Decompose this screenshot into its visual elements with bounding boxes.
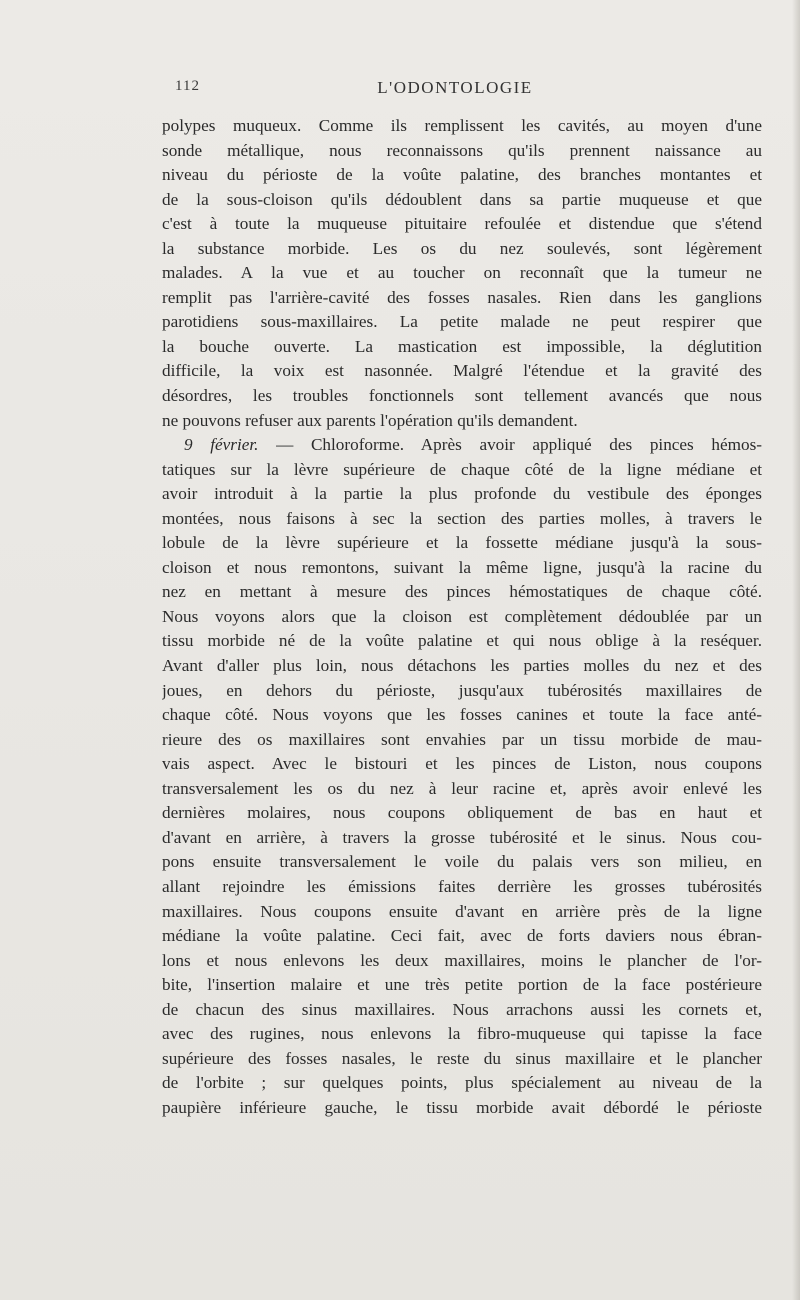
page-edge-shadow xyxy=(792,0,800,1300)
text-line: vais aspect. Avec le bistouri et les pinces de Liston, nous coupons xyxy=(162,754,762,774)
text-line: désordres, les troubles fonctionnels sont tellement avancés que nous xyxy=(162,386,762,406)
text-line: remplit pas l'arrière-cavité des fosses nasales. Rien dans les ganglions xyxy=(162,287,762,307)
text-line: dernières molaires, nous coupons obliquement de bas en haut et xyxy=(162,803,762,823)
text-line: rieure des os maxillaires sont envahies par un tissu morbide de mau- xyxy=(162,729,762,749)
text-line: de chacun des sinus maxillaires. Nous arrachons aussi les cornets et, xyxy=(162,999,762,1019)
text-line: montées, nous faisons à sec la section des parties molles, à travers le xyxy=(162,508,762,528)
text-line: malades. A la vue et au toucher on reconnaît que la tumeur ne xyxy=(162,263,762,283)
text-line-rest: — Chloroforme. Après avoir appliqué des pinces hémos- xyxy=(276,435,762,455)
text-line-dated xyxy=(162,433,762,458)
page-number: 112 xyxy=(175,78,200,94)
text-line: maxillaires. Nous coupons ensuite d'avant en arrière près de la ligne xyxy=(162,901,762,921)
text-line: tissu morbide né de la voûte palatine et qui nous oblige à la reséquer. xyxy=(162,631,762,651)
text-line: avec des rugines, nous enlevons la fibro-muqueuse qui tapisse la face xyxy=(162,1024,762,1044)
date-label: 9 février. xyxy=(184,435,259,455)
text-line: paupière inférieure gauche, le tissu morbide avait débordé le périoste xyxy=(162,1097,762,1117)
text-line: ne pouvons refuser aux parents l'opération qu'ils demandent. xyxy=(162,410,578,430)
text-line: de l'orbite ; sur quelques points, plus spécialement au niveau de la xyxy=(162,1073,762,1093)
text-line: chaque côté. Nous voyons que les fosses canines et toute la face anté- xyxy=(162,705,762,725)
text-line: la substance morbide. Les os du nez soulevés, sont légèrement xyxy=(162,238,762,258)
text-line: niveau du périoste de la voûte palatine, des branches montantes et xyxy=(162,165,762,185)
text-line: d'avant en arrière, à travers la grosse tubérosité et le sinus. Nous cou- xyxy=(162,827,762,847)
page-header xyxy=(175,78,735,102)
text-line: supérieure des fosses nasales, le reste du sinus maxillaire et le plancher xyxy=(162,1048,762,1068)
text-line: nez en mettant à mesure des pinces hémostatiques de chaque côté. xyxy=(162,582,762,602)
text-line: lons et nous enlevons les deux maxillaires, moins le plancher de l'or- xyxy=(162,950,762,970)
text-line: transversalement les os du nez à leur racine et, après avoir enlevé les xyxy=(162,778,762,798)
text-line: cloison et nous remontons, suivant la même ligne, jusqu'à la racine du xyxy=(162,557,762,577)
text-line: Nous voyons alors que la cloison est complètement dédoublée par un xyxy=(162,606,762,626)
text-line: lobule de la lèvre supérieure et la fossette médiane jusqu'à la sous- xyxy=(162,533,762,553)
text-line: allant rejoindre les émissions faites derrière les grosses tubérosités xyxy=(162,876,762,896)
text-line: Avant d'aller plus loin, nous détachons les parties molles du nez et des xyxy=(162,656,762,676)
running-title: L'ODONTOLOGIE xyxy=(377,78,533,97)
text-line: parotidiens sous-maxillaires. La petite malade ne peut respirer que xyxy=(162,312,762,332)
text-line: joues, en dehors du périoste, jusqu'aux tubérosités maxillaires de xyxy=(162,680,762,700)
body-text xyxy=(162,114,762,1120)
text-line: de la sous-cloison qu'ils dédoublent dans sa partie muqueuse et que xyxy=(162,189,762,209)
text-line: bite, l'insertion malaire et une très petite portion de la face postérieure xyxy=(162,975,762,995)
text-line: la bouche ouverte. La mastication est impossible, la déglutition xyxy=(162,336,762,356)
text-line: tatiques sur la lèvre supérieure de chaque côté de la ligne médiane et xyxy=(162,459,762,479)
text-line: difficile, la voix est nasonnée. Malgré l'étendue et la gravité des xyxy=(162,361,762,381)
text-line: c'est à toute la muqueuse pituitaire refoulée et distendue que s'étend xyxy=(162,214,762,234)
text-line: pons ensuite transversalement le voile du palais vers son milieu, en xyxy=(162,852,762,872)
text-line: médiane la voûte palatine. Ceci fait, avec de forts daviers nous ébran- xyxy=(162,926,762,946)
text-line: polypes muqueux. Comme ils remplissent les cavités, au moyen d'une xyxy=(162,116,762,135)
text-line: sonde métallique, nous reconnaissons qu'ils prennent naissance au xyxy=(162,140,762,160)
text-line: avoir introduit à la partie la plus profonde du vestibule des éponges xyxy=(162,484,762,504)
